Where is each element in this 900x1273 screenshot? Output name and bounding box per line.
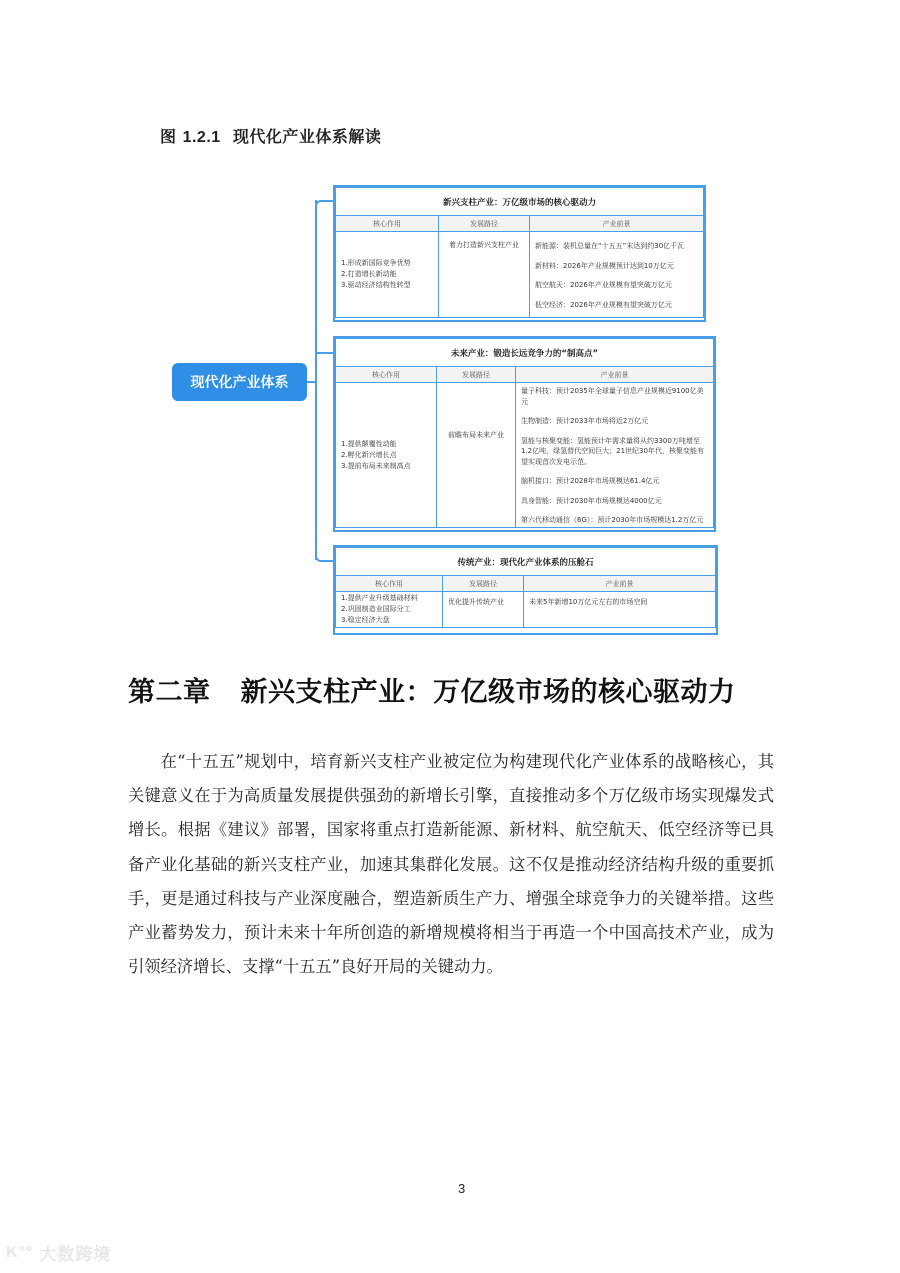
root-label: 现代化产业体系 <box>190 375 289 391</box>
caption-prefix: 图 <box>160 127 183 146</box>
prospect-item: 量子科技：预计2035年全球量子信息产业规模近9100亿美元 <box>521 387 704 406</box>
card-future-industries <box>333 336 716 532</box>
prospect-item: 未来5年新增10万亿元左右的市场空间 <box>529 598 648 606</box>
role-item: 2.巩固制造业国际分工 <box>341 605 411 613</box>
path-cell: 优化提升传统产业 <box>443 592 524 628</box>
role-item: 1.提供颠覆性动能 <box>341 439 397 448</box>
prospects-cell <box>524 592 716 628</box>
mindmap-root-node <box>172 363 307 401</box>
header-role: 核心作用 <box>336 367 437 383</box>
header-prospects: 产业前景 <box>530 216 704 232</box>
card-title: 新兴支柱产业：万亿级市场的核心驱动力 <box>336 188 704 216</box>
prospect-item: 新能源：装机总量在“十五五”末达到约30亿千瓦 <box>535 242 685 250</box>
header-path: 发展路径 <box>437 367 516 383</box>
path-cell: 前瞻布局未来产业 <box>437 383 516 528</box>
header-role: 核心作用 <box>336 576 443 592</box>
card-title: 传统产业：现代化产业体系的压舱石 <box>336 548 716 576</box>
watermark-logo-icon: K°° <box>6 1243 34 1261</box>
role-item: 1.提供产业升级基础材料 <box>341 594 418 602</box>
prospect-item: 生物制造：预计2033年市场将近2万亿元 <box>521 417 649 426</box>
card-title: 未来产业：锻造长远竞争力的“制高点” <box>336 339 714 367</box>
card-emerging-pillar-industries <box>333 185 706 322</box>
prospect-item: 氢能与核聚变能：氢能预计年需求量将从约3300万吨增至1.2亿吨，绿氢替代空间巨大；21世纪30年代，核聚变能有望实现首次发电示范。 <box>521 436 704 466</box>
prospect-item: 低空经济：2026年产业规模有望突破万亿元 <box>535 300 672 309</box>
chapter-title-text: 新兴支柱产业：万亿级市场的核心驱动力 <box>240 677 736 708</box>
prospect-item: 第六代移动通信（6G）：预计2030年市场规模达1.2万亿元 <box>521 516 704 525</box>
header-path: 发展路径 <box>439 216 530 232</box>
prospect-item: 新材料：2026年产业规模预计达到10万亿元 <box>535 261 674 270</box>
watermark-text: 大数跨境 <box>39 1245 112 1265</box>
connector-trunk <box>315 200 317 560</box>
role-item: 2.孵化新兴增长点 <box>341 450 397 459</box>
path-cell: 着力打造新兴支柱产业 <box>439 232 530 318</box>
role-item: 3.驱动经济结构性转型 <box>341 281 411 289</box>
role-item: 1.形成新国际竞争优势 <box>341 259 411 267</box>
figure-caption <box>160 124 381 147</box>
prospect-item: 航空航天：2026年产业规模有望突破万亿元 <box>535 281 672 289</box>
chapter-paragraph: 在“十五五”规划中，培育新兴支柱产业被定位为构建现代化产业体系的战略核心，其关键意义在于为高质量发展提供强劲的新增长引擎，直接推动多个万亿级市场实现爆发式增长。根据《建议》部署，国家将重点打造新能源、新材料、航空航天、低空经济等已具备产业化基础的新兴支柱产业，加速其集群化发展。这不仅是推动经济结构升级的重要抓手，更是通过科技与产业深度融合，塑造新质生产力、增强全球竞争力的关键举措。这些产业蓄势发力，预计未来十年所创造的新增规模将相当于再造一个中国高技术产业，成为引领经济增长、支撑“十五五”良好开局的关键动力。 <box>128 752 774 977</box>
page-number: 3 <box>458 1181 466 1196</box>
header-path: 发展路径 <box>443 576 524 592</box>
connector-branch-2 <box>315 352 333 354</box>
role-item: 2.打造增长新动能 <box>341 270 397 278</box>
role-item: 3.稳定经济大盘 <box>341 616 390 624</box>
card-traditional-industries <box>333 545 718 635</box>
caption-title: 现代化产业体系解读 <box>220 127 382 146</box>
roles-cell <box>336 383 437 528</box>
header-role: 核心作用 <box>336 216 439 232</box>
header-prospects: 产业前景 <box>524 576 716 592</box>
prospects-cell <box>516 383 714 528</box>
chapter-heading <box>128 670 736 709</box>
connector-branch-1 <box>315 200 335 210</box>
prospect-item: 具身智能：预计2030年市场规模达4000亿元 <box>521 496 662 505</box>
prospects-cell <box>530 232 704 318</box>
roles-cell <box>336 232 439 318</box>
prospect-item: 脑机接口：预计2028年市场规模达61.4亿元 <box>521 477 660 486</box>
header-prospects: 产业前景 <box>516 367 714 383</box>
chapter-label: 第二章 <box>128 677 211 708</box>
connector-branch-3 <box>315 550 335 562</box>
caption-number: 1.2.1 <box>182 129 221 146</box>
watermark <box>6 1240 111 1265</box>
roles-cell <box>336 592 443 628</box>
role-item: 3.提前布局未来制高点 <box>341 461 411 470</box>
